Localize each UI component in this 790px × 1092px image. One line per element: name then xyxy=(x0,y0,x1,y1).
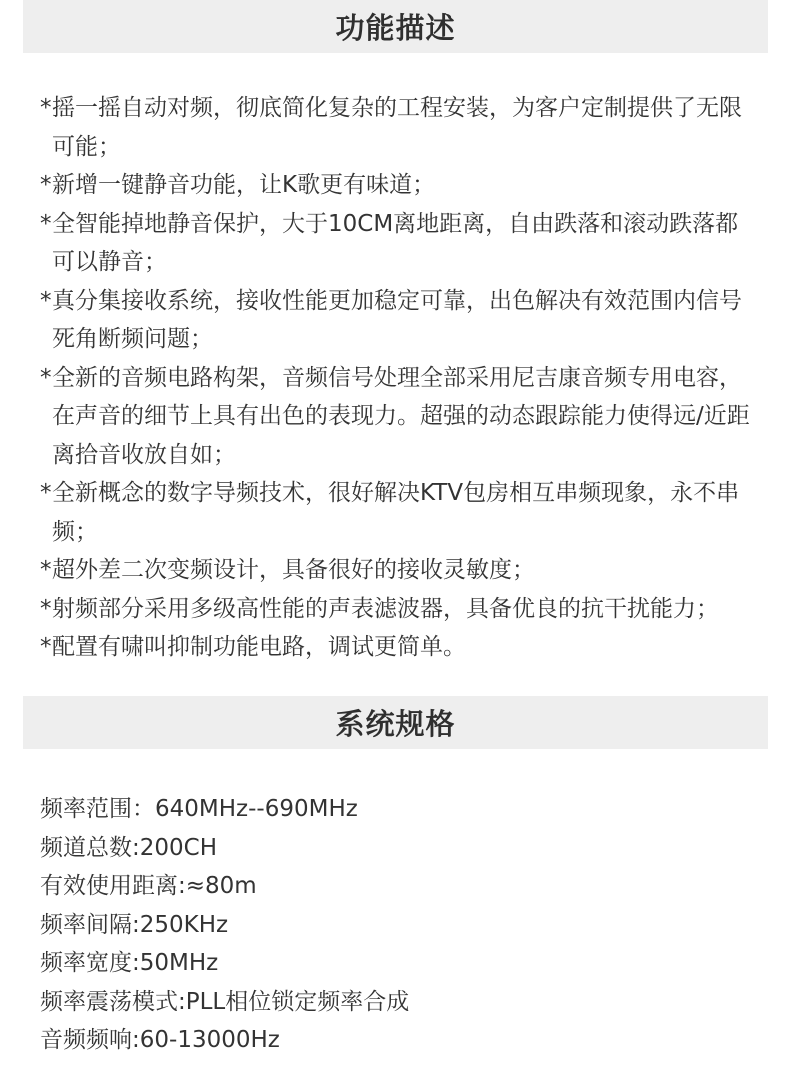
spec-channel-count: 频道总数:200CH xyxy=(40,834,218,861)
feature-bullet: * xyxy=(40,595,52,622)
feature-item xyxy=(40,359,760,475)
feature-text: 超外差二次变频设计，具备很好的接收灵敏度； xyxy=(52,557,535,583)
features-section-title: 功能描述 xyxy=(335,11,456,45)
feature-bullet: * xyxy=(40,172,52,198)
feature-item xyxy=(40,474,760,551)
feature-item xyxy=(40,590,760,629)
feature-list xyxy=(40,89,760,667)
feature-bullet: * xyxy=(40,210,52,237)
feature-text: 新增一键静音功能，让K歌更有味道； xyxy=(52,172,436,198)
feature-text: 全新概念的数字导频技术，很好解决KTV包房相互串频现象，永不串频； xyxy=(52,480,740,545)
spec-frequency-spacing: 频率间隔:250KHz xyxy=(40,911,229,938)
feature-text: 真分集接收系统，接收性能更加稳定可靠，出色解决有效范围内信号死角断频问题； xyxy=(52,287,742,352)
specs-section-header xyxy=(23,696,768,749)
feature-item xyxy=(40,628,760,667)
spec-frequency-range: 频率范围：640MHz--690MHz xyxy=(40,796,358,822)
feature-item xyxy=(40,205,760,282)
feature-bullet: * xyxy=(40,95,52,121)
feature-text: 全智能掉地静音保护，大于10CM离地距离，自由跌落和滚动跌落都可以静音； xyxy=(52,210,739,275)
feature-text: 摇一摇自动对频，彻底简化复杂的工程安装，为客户定制提供了无限可能； xyxy=(52,95,742,160)
feature-bullet: * xyxy=(40,557,52,583)
feature-bullet: * xyxy=(40,634,52,660)
spec-frequency-width: 频率宽度:50MHz xyxy=(40,950,219,976)
feature-bullet: * xyxy=(40,480,52,506)
specs-section-title: 系统规格 xyxy=(335,707,456,741)
feature-item xyxy=(40,551,760,590)
feature-item xyxy=(40,89,760,166)
feature-item xyxy=(40,166,760,205)
spec-audio-response: 音频频响:60-13000Hz xyxy=(40,1027,280,1053)
features-section-header xyxy=(23,0,768,53)
spec-effective-distance: 有效使用距离:≈80m xyxy=(40,873,257,899)
feature-text: 射频部分采用多级高性能的声表滤波器，具备优良的抗干扰能力； xyxy=(52,595,719,622)
feature-bullet: * xyxy=(40,364,52,391)
feature-text: 配置有啸叫抑制功能电路，调试更简单。 xyxy=(52,634,466,660)
feature-bullet: * xyxy=(40,287,52,314)
feature-text: 全新的音频电路构架，音频信号处理全部采用尼吉康音频专用电容，在声音的细节上具有出色的表现力。超强的动态跟踪能力使得远/近距离拾音收放自如； xyxy=(52,364,750,468)
spec-oscillation-mode: 频率震荡模式:PLL相位锁定频率合成 xyxy=(40,988,410,1015)
feature-item xyxy=(40,282,760,359)
spec-list xyxy=(40,790,760,1060)
